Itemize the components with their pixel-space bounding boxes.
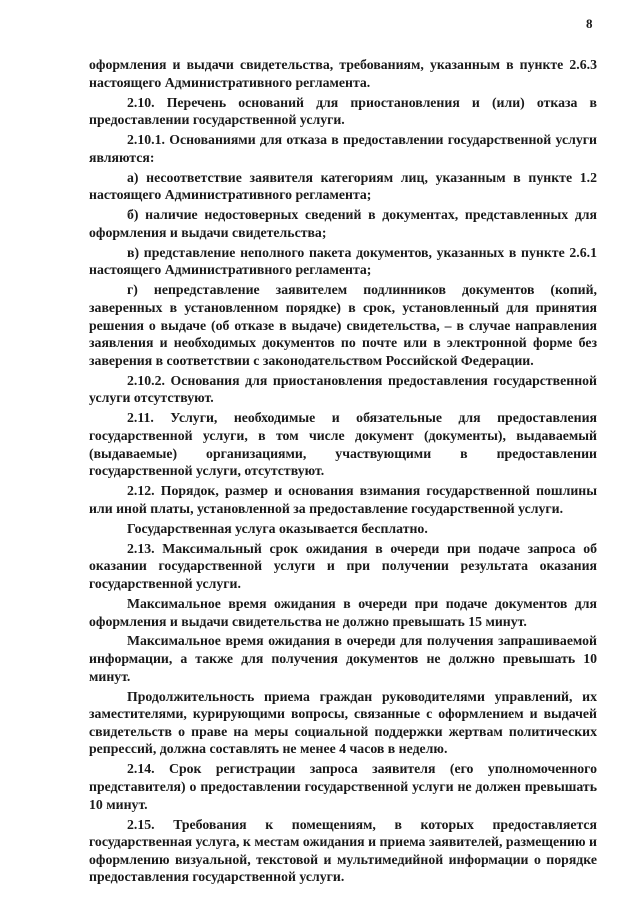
paragraph-2-12: 2.12. Порядок, размер и основания взимания государственной пошлины или иной платы, установленной за предоставление государственной услуги.	[89, 483, 597, 516]
paragraph-wait-documents: Максимальное время ожидания в очереди при подаче документов для оформления и выдачи свидетельства не должно превышать 15 минут.	[89, 595, 597, 629]
paragraph-2-13: 2.13. Максимальный срок ожидания в очереди при подаче запроса об оказании государственной услуги и при получении результата оказания государственной услуги.	[89, 540, 597, 591]
paragraph-2-14: 2.14. Срок регистрации запроса заявителя (его уполномоченного представителя) о предоставлении государственной услуги не должен превышать 10 минут.	[89, 761, 597, 812]
paragraph-2-15: 2.15. Требования к помещениям, в которых предоставляется государственная услуга, к местам ожидания и приема заявителей, размещению и оформлению визуальной, текстовой и мультимедийной информации о порядке предоставления государственной услуги.	[89, 816, 597, 885]
paragraph-2-10: 2.10. Перечень оснований для приостановления и (или) отказа в предоставлении государственной услуги.	[89, 94, 597, 128]
paragraph-free-service: Государственная услуга оказывается бесплатно.	[127, 520, 428, 536]
list-item-a: а) несоответствие заявителя категориям лиц, указанным в пункте 1.2 настоящего Административного регламента;	[89, 169, 597, 203]
list-item-b: б) наличие недостоверных сведений в документах, представленных для оформления и выдачи свидетельства;	[89, 207, 597, 240]
paragraph-reception-duration: Продолжительность приема граждан руководителями управлений, их заместителями, курирующими вопросы, связанные с оформлением и выдачей свидетельств о праве на меры социальной поддержки жертвам политических репрессий, должна составлять не менее 4 часов в неделю.	[89, 688, 597, 757]
paragraph-2-10-1: 2.10.1. Основаниями для отказа в предоставлении государственной услуги являются:	[89, 132, 597, 165]
document-body	[89, 56, 597, 888]
list-item-v: в) представление неполного пакета документов, указанных в пункте 2.6.1 настоящего Административного регламента;	[89, 244, 597, 278]
paragraph-2-11: 2.11. Услуги, необходимые и обязательные для предоставления государственной услуги, в том числе документ (документы), выдаваемый (выдаваемые) организациями, участвующими в предоставлении государственной услуги, отсутствуют.	[89, 410, 597, 479]
paragraph-wait-information: Максимальное время ожидания в очереди для получения запрашиваемой информации, а также для получения документов не должно превышать 10 минут.	[89, 633, 597, 684]
list-item-g: г) непредставление заявителем подлинников документов (копий, заверенных в установленном порядке) в срок, установленный для принятия решения о выдаче (об отказе в выдаче) свидетельства, – в случае направления заявления и необходимых документов по почте или в электронной форме без заверения в соответствии с законодательством Российской Федерации.	[89, 282, 597, 368]
paragraph-2-10-2: 2.10.2. Основания для приостановления предоставления государственной услуги отсутствуют.	[89, 372, 597, 406]
paragraph-continuation: оформления и выдачи свидетельства, требованиям, указанным в пункте 2.6.3 настоящего Административного регламента.	[89, 57, 597, 90]
page-number: 8	[586, 16, 593, 31]
